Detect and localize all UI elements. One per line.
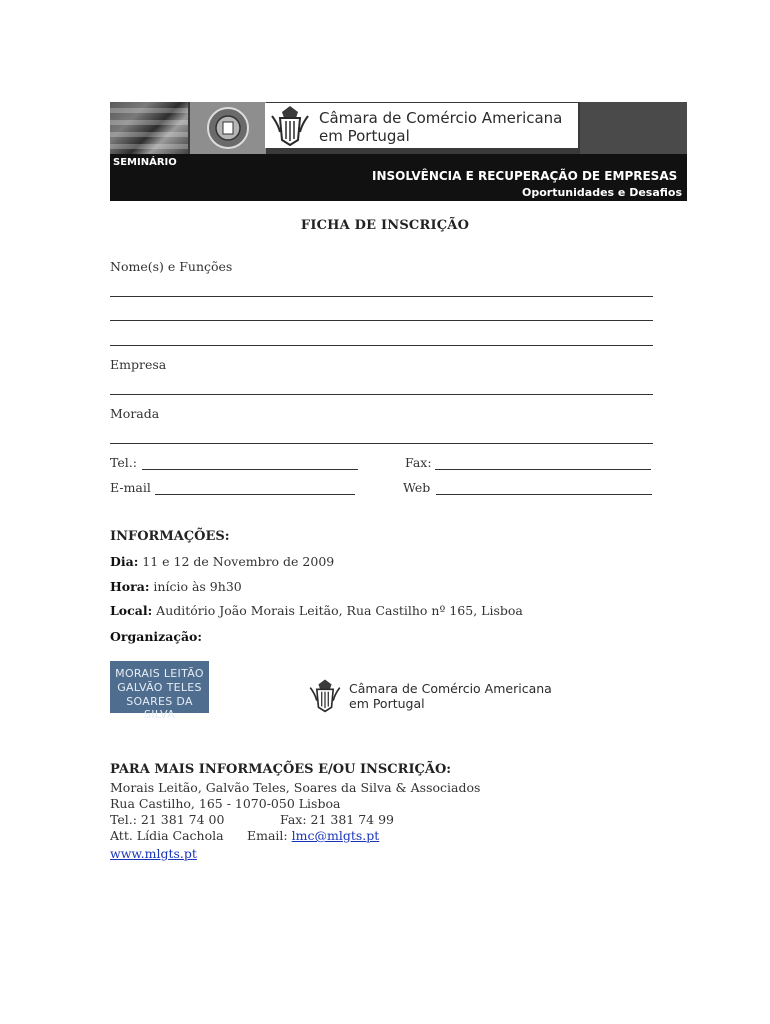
seminar-banner [110, 102, 687, 201]
address-field-line[interactable] [110, 443, 653, 444]
info-day [110, 554, 334, 569]
us-flag-image [110, 102, 188, 154]
mlgts-logo [110, 661, 209, 721]
time-value: início às 9h30 [149, 579, 242, 594]
mlgts-logo-line2: GALVÃO TELES [117, 681, 202, 694]
contact-tel: Tel.: 21 381 74 00 [110, 812, 225, 827]
web-field-line[interactable] [436, 494, 652, 495]
company-field-line[interactable] [110, 394, 653, 395]
address-label: Morada [110, 406, 160, 421]
names-field-line-3[interactable] [110, 345, 653, 346]
company-label: Empresa [110, 357, 167, 372]
contact-email-row [247, 828, 379, 843]
chamber-logo-line2: em Portugal [349, 696, 425, 711]
day-label: Dia: [110, 554, 139, 569]
place-label: Local: [110, 603, 153, 618]
chamber-emblem-icon [268, 104, 312, 146]
info-time [110, 579, 242, 594]
banner-right-block [580, 102, 687, 154]
tel-label: Tel.: [110, 455, 137, 470]
chamber-emblem-icon [307, 676, 343, 714]
tel-field-line[interactable] [142, 469, 358, 470]
email-field-line[interactable] [155, 494, 355, 495]
chamber-logo-name [349, 681, 552, 711]
website-link[interactable]: www.mlgts.pt [110, 846, 197, 861]
info-heading: INFORMAÇÕES: [110, 529, 230, 544]
names-field-line-2[interactable] [110, 320, 653, 321]
portugal-coat-of-arms-image [190, 102, 266, 154]
email-link[interactable]: lmc@mlgts.pt [291, 828, 380, 843]
contact-address: Rua Castilho, 165 - 1070-050 Lisboa [110, 796, 341, 811]
time-label: Hora: [110, 579, 150, 594]
chamber-logo-line1: Câmara de Comércio Americana [349, 681, 552, 696]
chamber-logo-box [265, 103, 578, 148]
info-place [110, 603, 523, 618]
contact-attention: Att. Lídia Cachola [110, 828, 224, 843]
mlgts-logo-line3: SOARES DA SILVA [126, 695, 193, 721]
contact-fax: Fax: 21 381 74 99 [280, 812, 395, 827]
chamber-logo [307, 676, 567, 716]
fax-label: Fax: [405, 455, 432, 470]
info-organization [110, 629, 202, 644]
mlgts-logo-line1: MORAIS LEITÃO [115, 667, 204, 680]
seminar-subtitle: Oportunidades e Desafios [522, 186, 683, 199]
chamber-name [319, 109, 562, 145]
chamber-name-line1: Câmara de Comércio Americana [319, 109, 563, 127]
day-value: 11 e 12 de Novembro de 2009 [138, 554, 335, 569]
place-value: Auditório João Morais Leitão, Rua Castilho nº 165, Lisboa [152, 603, 523, 618]
seminar-title: INSOLVÊNCIA E RECUPERAÇÃO DE EMPRESAS [372, 169, 678, 183]
contact-firm: Morais Leitão, Galvão Teles, Soares da Silva & Associados [110, 780, 481, 795]
form-title: FICHA DE INSCRIÇÃO [300, 218, 470, 233]
web-label: Web [403, 480, 431, 495]
fax-field-line[interactable] [435, 469, 651, 470]
names-field-line-1[interactable] [110, 296, 653, 297]
chamber-name-line2: em Portugal [319, 127, 410, 145]
email-label: E-mail [110, 480, 151, 495]
website-row [110, 846, 197, 861]
organization-label: Organização: [110, 629, 203, 644]
contact-heading: PARA MAIS INFORMAÇÕES E/OU INSCRIÇÃO: [110, 762, 452, 777]
seminar-label: SEMINÁRIO [113, 157, 177, 168]
names-label: Nome(s) e Funções [110, 259, 233, 274]
email-label-text: Email: [247, 828, 292, 843]
